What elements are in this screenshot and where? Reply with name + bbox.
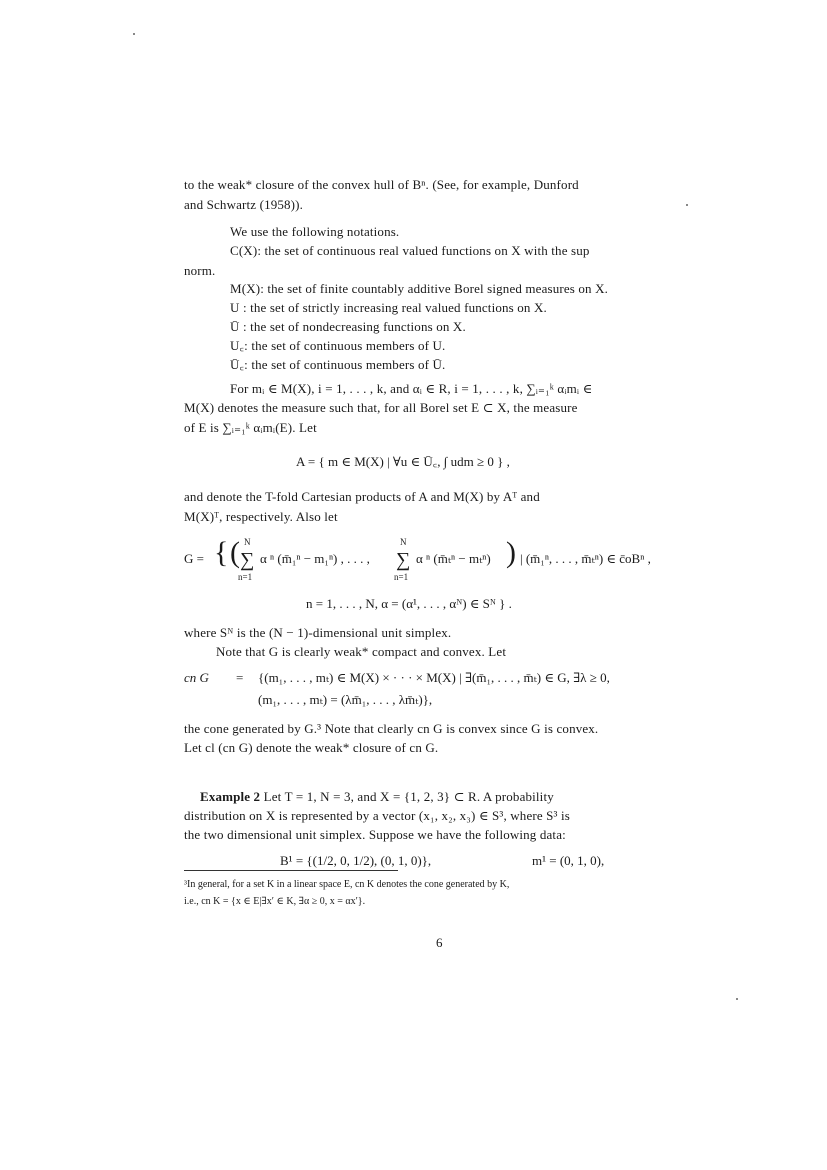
equation-m: m¹ = (0, 1, 0),: [532, 853, 605, 868]
footnote-line: ³In general, for a set K in a linear space E, cn K denotes the cone generated by K,: [184, 879, 510, 890]
text-line: For mᵢ ∈ M(X), i = 1, . . . , k, and αᵢ ∈ R, i = 1, . . . , k, ∑ᵢ₌₁ᵏ αᵢmᵢ ∈: [230, 381, 593, 396]
text-line: and Schwartz (1958)).: [184, 197, 304, 212]
brace-open: {: [214, 536, 229, 569]
text-line: Let cl (cn G) denote the weak* closure of cn G.: [184, 740, 439, 755]
example-text: Let T = 1, N = 3, and X = {1, 2, 3} ⊂ R. A probability: [263, 789, 554, 804]
text-line: M(X)ᵀ, respectively. Also let: [184, 509, 338, 524]
text-line: distribution on X is represented by a vector (x₁, x₂, x₃) ∈ S³, where S³ is: [184, 808, 570, 823]
scan-speck: [133, 33, 135, 35]
text-line: M(X): the set of finite countably additive Borel signed measures on X.: [230, 281, 609, 296]
sum-limit-top: N: [244, 537, 251, 547]
text-line: U꜀: the set of continuous members of U.: [230, 338, 446, 353]
text-line: where Sᴺ is the (N − 1)-dimensional unit simplex.: [184, 625, 452, 640]
text-line: We use the following notations.: [230, 224, 400, 239]
equation-cnG-line2: (m₁, . . . , mₜ) = (λm̄₁, . . . , λm̄ₜ)},: [258, 692, 433, 707]
sum-limit-bottom: n=1: [238, 572, 253, 582]
equation-cnG-line1: {(m₁, . . . , mₜ) ∈ M(X) × · · · × M(X) | ∃(m̄₁, . . . , m̄ₜ) ∈ G, ∃λ ≥ 0,: [258, 670, 610, 685]
equation-cnG-lhs: cn G: [184, 670, 209, 685]
scan-speck: [736, 998, 738, 1000]
text-line: and denote the T-fold Cartesian products of A and M(X) by Aᵀ and: [184, 489, 540, 504]
footnote-line: i.e., cn K = {x ∈ E|∃x′ ∈ K, ∃α ≥ 0, x = αx′}.: [184, 896, 366, 907]
equation-A: A = { m ∈ M(X) | ∀u ∈ Ū꜀, ∫ udm ≥ 0 } ,: [296, 454, 510, 469]
equation-B: B¹ = {(1/2, 0, 1/2), (0, 1, 0)},: [280, 853, 432, 868]
footnote-rule: [184, 870, 398, 871]
paren-open: (: [230, 536, 240, 569]
equation-G-term: α ⁿ (m̄₁ⁿ − m₁ⁿ) , . . . ,: [260, 551, 370, 566]
text-line: norm.: [184, 263, 216, 278]
text-line: of E is ∑ᵢ₌₁ᵏ αᵢmᵢ(E). Let: [184, 420, 317, 435]
page-number: 6: [436, 935, 443, 950]
scan-speck: [686, 204, 688, 206]
text-line: Ū꜀: the set of continuous members of Ū.: [230, 357, 446, 372]
sum-symbol: ∑: [396, 549, 411, 571]
sum-symbol: ∑: [240, 549, 255, 571]
equation-G-term: α ⁿ (m̄ₜⁿ − mₜⁿ): [416, 551, 491, 566]
equation-cnG-equals: =: [236, 670, 244, 685]
text-line: M(X) denotes the measure such that, for all Borel set E ⊂ X, the measure: [184, 400, 578, 415]
example-heading: [200, 788, 554, 805]
equation-G-lhs: G =: [184, 551, 204, 566]
text-line: U : the set of strictly increasing real valued functions on X.: [230, 300, 547, 315]
text-line: Note that G is clearly weak* compact and convex. Let: [216, 644, 507, 659]
example-label: Example 2: [200, 789, 261, 804]
text-line: to the weak* closure of the convex hull of Bⁿ. (See, for example, Dunford: [184, 177, 579, 192]
text-line: the cone generated by G.³ Note that clearly cn G is convex since G is convex.: [184, 721, 599, 736]
text-line: Ū : the set of nondecreasing functions on X.: [230, 319, 466, 334]
sum-limit-bottom: n=1: [394, 572, 409, 582]
text-line: the two dimensional unit simplex. Suppose we have the following data:: [184, 827, 566, 842]
equation-G-line2: n = 1, . . . , N, α = (α¹, . . . , αᴺ) ∈ Sᴺ } .: [306, 596, 512, 611]
text-line: C(X): the set of continuous real valued functions on X with the sup: [230, 243, 590, 258]
paren-close: ): [506, 536, 516, 569]
sum-limit-top: N: [400, 537, 407, 547]
equation-G-condition: | (m̄₁ⁿ, . . . , m̄ₜⁿ) ∈ c̄oBⁿ ,: [520, 551, 651, 566]
